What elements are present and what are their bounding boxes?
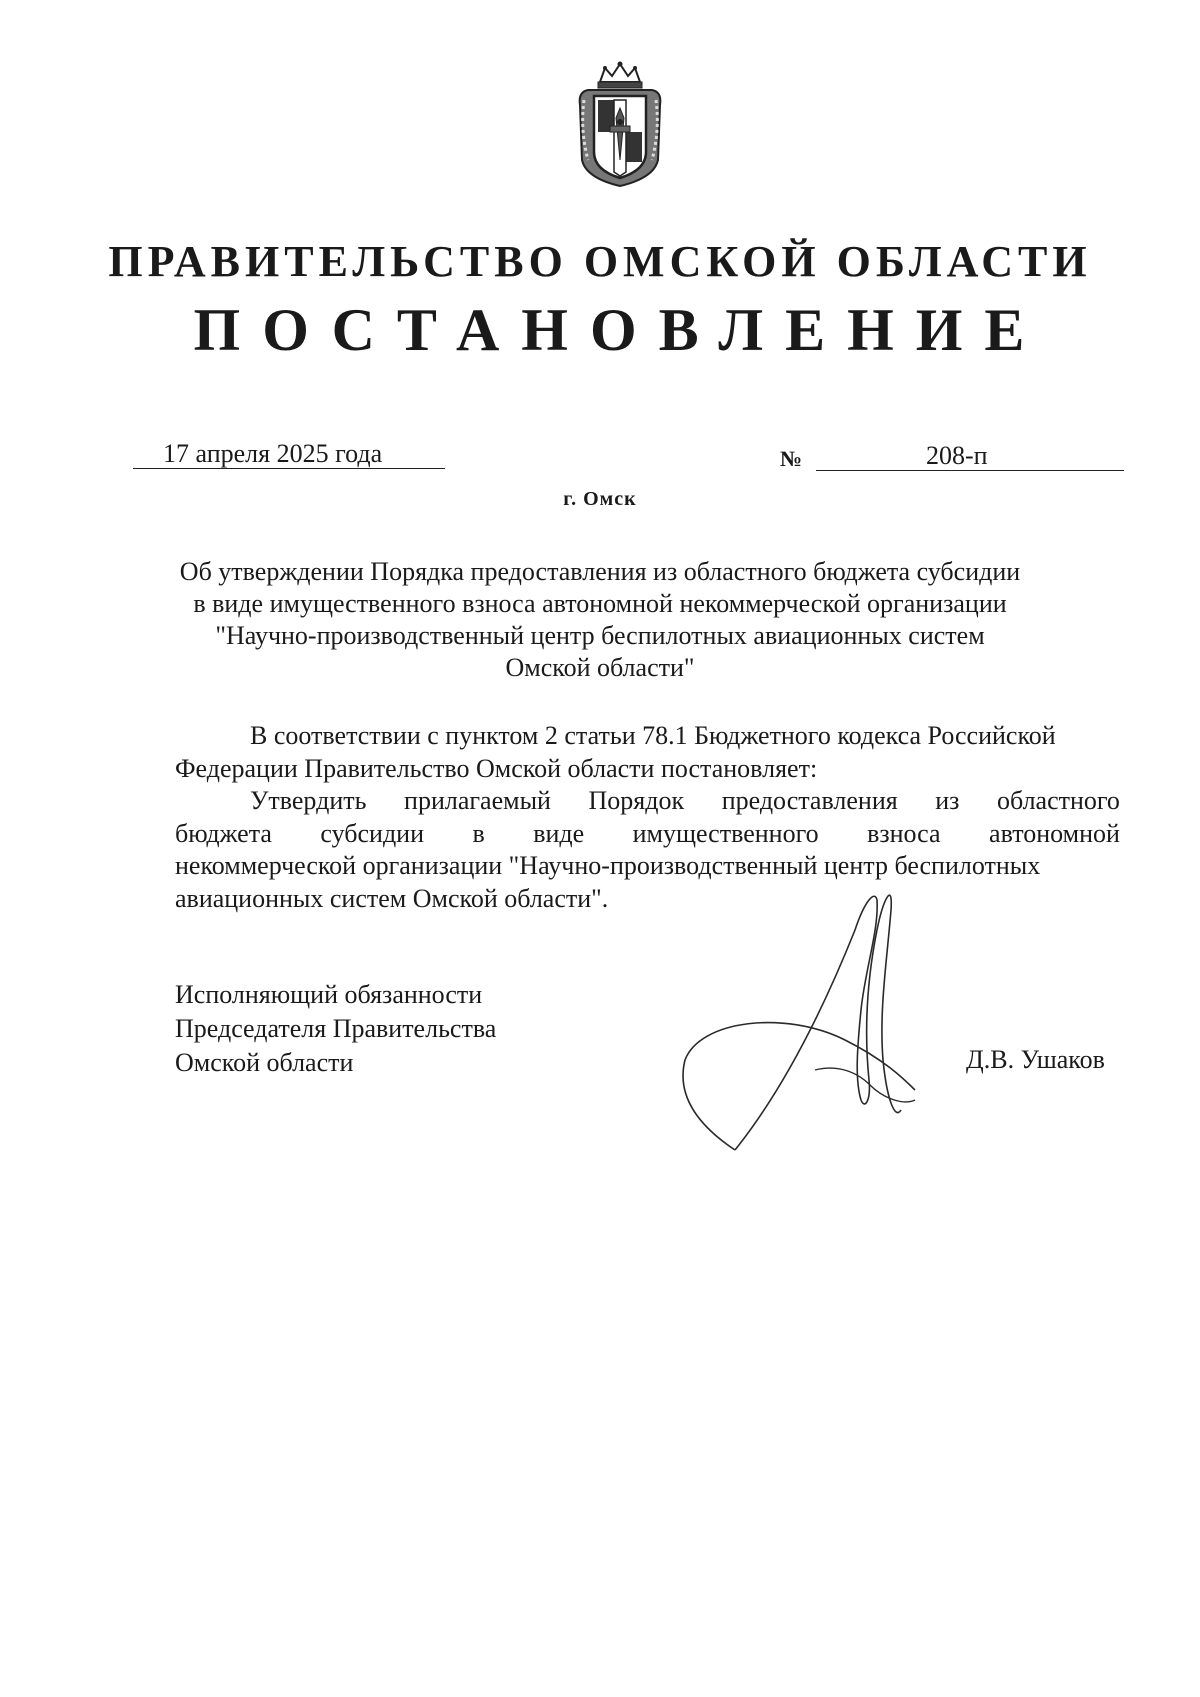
word: областного xyxy=(997,786,1120,815)
coat-of-arms-icon xyxy=(570,60,670,190)
document-subject xyxy=(150,556,1050,684)
subject-line: "Научно-производственный центр беспилотных авиационных систем xyxy=(215,621,985,650)
word: в xyxy=(472,818,485,848)
document-type-title: ПОСТАНОВЛЕНИЕ xyxy=(193,297,1047,363)
number-sign: № xyxy=(780,446,803,471)
government-title: ПРАВИТЕЛЬСТВО ОМСКОЙ ОБЛАСТИ xyxy=(108,237,1092,286)
city: г. Омск xyxy=(563,488,637,510)
document-number: 208-п xyxy=(926,441,988,470)
subject-line: Об утверждении Порядка предоставления из областного бюджета субсидии xyxy=(179,557,1021,586)
subject-line: в виде имущественного взноса автономной некоммерческой организации xyxy=(193,589,1007,618)
word: бюджета xyxy=(175,818,272,848)
word: Утвердить xyxy=(250,786,367,815)
subject-line: Омской области" xyxy=(505,653,695,682)
document-body xyxy=(175,720,1120,915)
word: субсидии xyxy=(320,818,424,848)
word: виде xyxy=(533,818,585,848)
word: взноса xyxy=(867,818,941,848)
paragraph-2-line-2 xyxy=(175,818,1120,851)
signer-name: Д.В. Ушаков xyxy=(966,1045,1105,1074)
signatory-line: Омской области xyxy=(175,1048,354,1077)
handwritten-signature xyxy=(665,870,965,1170)
signatory-position xyxy=(175,978,496,1080)
word: предоставления xyxy=(721,786,898,815)
document-date: 17 апреля 2025 года xyxy=(163,439,383,468)
number-field xyxy=(816,440,1124,471)
word: имущественного xyxy=(632,818,819,848)
paragraph-1-line-2: Федерации Правительство Омской области постановляет: xyxy=(175,753,818,783)
paragraph-2-line-3: некоммерческой организации "Научно-производственный центр беспилотных xyxy=(175,851,1041,880)
signatory-line: Председателя Правительства xyxy=(175,1014,497,1043)
signatory-line: Исполняющий обязанности xyxy=(175,980,483,1009)
paragraph-2-line-1 xyxy=(175,785,1120,818)
word: из xyxy=(935,786,960,815)
word: Порядок xyxy=(588,786,685,815)
word: автономной xyxy=(989,818,1120,848)
word: прилагаемый xyxy=(404,786,551,815)
date-field xyxy=(133,438,445,469)
paragraph-1-line-1: В соответствии с пунктом 2 статьи 78.1 Бюджетного кодекса Российской xyxy=(250,721,1056,750)
paragraph-2-line-4: авиационных систем Омской области". xyxy=(175,883,609,913)
